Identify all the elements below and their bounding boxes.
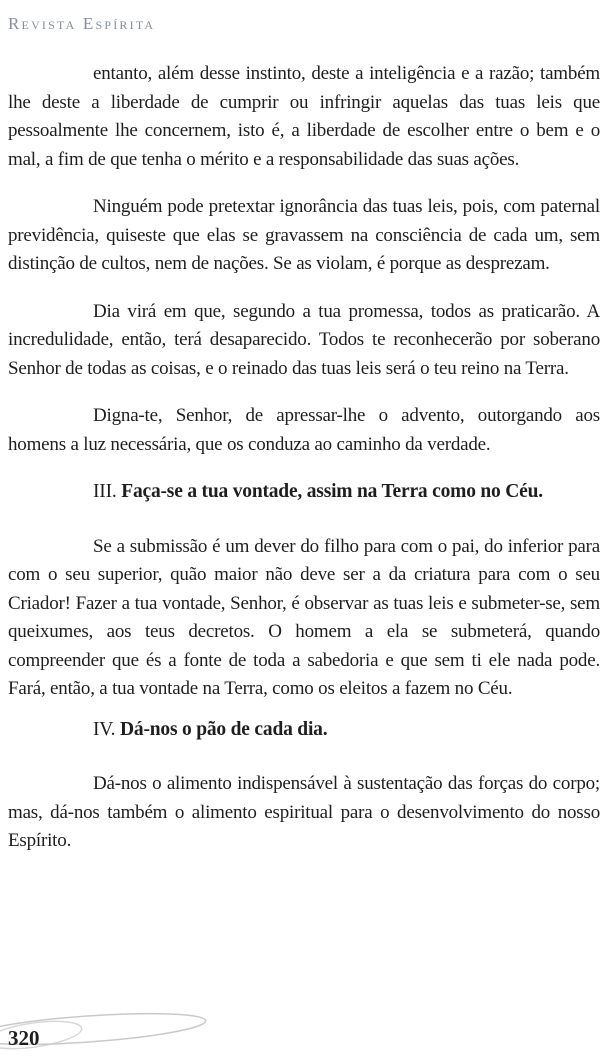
section-iv-numeral: IV. <box>93 718 116 740</box>
page-number: 320 <box>8 1026 40 1050</box>
paragraph-2: Ninguém pode pretextar ignorância das tuas leis, pois, com paternal previdência, quiseste que elas se gravassem na consciência de cada um, sem distinção de cultos, nem de nações. Se as violam, é porque as desprezam. <box>8 196 600 274</box>
section-heading-iii <box>8 478 600 507</box>
text-block <box>8 60 600 856</box>
running-header: Revista Espírita <box>8 14 156 33</box>
paragraph-6: Dá-nos o alimento indispensável à sustentação das forças do corpo; mas, dá-nos também o alimento espiritual para o desenvolvimento do nosso Espírito. <box>8 773 600 851</box>
paragraph-1: entanto, além desse instinto, deste a inteligência e a razão; também lhe deste a liberdade de cumprir ou infringir aquelas das tuas leis que pessoalmente lhe concernem, isto é, a liberdade de escolher entre o bem e o mal, a fim de que tenha o mérito e a responsabilidade das suas ações. <box>8 63 600 170</box>
paragraph-4: Digna-te, Senhor, de apressar-lhe o advento, outorgando aos homens a luz necessária, que os conduza ao caminho da verdade. <box>8 405 600 455</box>
paragraph-5: Se a submissão é um dever do filho para com o pai, do inferior para com o seu superior, quão maior não deve ser a da criatura para com o seu Criador! Fazer a tua vontade, Senhor, é observar as tuas leis e submeter-se, sem queixumes, aos teus decretos. O homem a ela se submeterá, quando compreender que és a fonte de toda a sabedoria e que sem ti ele nada pode. Fará, então, a tua vontade na Terra, como os eleitos a fazem no Céu. <box>8 535 600 699</box>
paragraph-3: Dia virá em que, segundo a tua promessa, todos as praticarão. A incredulidade, então, terá desaparecido. Todos te reconhecerão por soberano Senhor de todas as coisas, e o reinado das tuas leis será o teu reino na Terra. <box>8 300 600 379</box>
section-heading-iv <box>8 716 600 745</box>
section-iii-numeral: III. <box>93 481 117 502</box>
section-iv-title: Dá-nos o pão de cada dia. <box>120 718 328 740</box>
section-iii-title: Faça-se a tua vontade, assim na Terra como no Céu. <box>121 481 543 502</box>
